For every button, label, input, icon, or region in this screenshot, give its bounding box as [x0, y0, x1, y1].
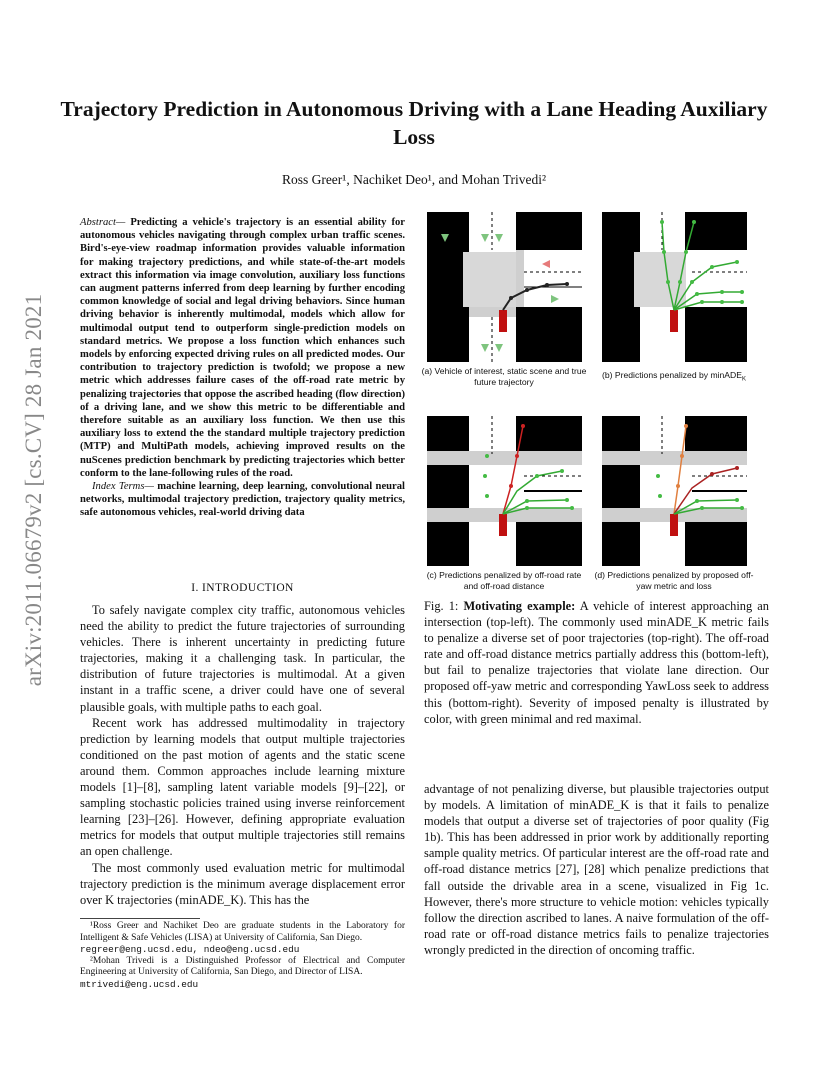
abstract	[80, 216, 405, 520]
footnote-2-email[interactable]: mtrivedi@eng.ucsd.edu	[80, 978, 199, 990]
figure-caption-bold: Motivating example:	[463, 599, 576, 613]
panel-c	[427, 416, 582, 566]
arxiv-stamp	[14, 290, 54, 690]
figure-1	[421, 212, 769, 592]
panel-a	[427, 212, 582, 362]
figure-caption	[424, 598, 769, 727]
panel-d-image	[602, 416, 747, 566]
index-terms-label: Index Terms—	[92, 481, 154, 493]
panel-d	[602, 416, 757, 566]
panel-c-image	[427, 416, 582, 566]
intro-body	[80, 602, 405, 908]
footnote-2: ²Mohan Trivedi is a Distinguished Professor of Electrical and Computer Engineering at University of California, San Diego, and Director of LISA.	[80, 955, 405, 978]
panel-b	[602, 212, 757, 362]
column2-body: advantage of not penalizing diverse, but plausible trajectories output by models. A limitation of minADE_K is that it fails to penalize models that output a diverse set of trajectories of poor quality (Fig 1b). This has been addressed in prior work by additionally reporting sample quality metrics. Of particular interest are the off-road rate and off-road distance metrics [27], [28] which penalize predictions that fall outside the drivable area in a scene, visualized in Fig 1c. However, there's more structure to vehicle motion: vehicles typically follow the direction ascribed to lanes. A naive formulation of the off-road rate or off-road distance metrics fails to penalize trajectories wrongly predicted in the direction of oncoming traffic.	[424, 782, 769, 957]
caption-a: (a) Vehicle of interest, static scene and true future trajectory	[421, 366, 587, 387]
arxiv-stamp-text: arXiv:2011.06679v2 [cs.CV] 28 Jan 2021	[21, 293, 46, 687]
caption-b-subscript: K	[741, 376, 746, 383]
panel-b-image	[602, 212, 747, 362]
intro-paragraph-2: Recent work has addressed multimodality in trajectory prediction by learning models that output multiple trajectories conditioned on the past motion of agents and the static scene around them. Common approaches include learning mixture models [1]–[8], sampling latent variable models [9]–[22], or sampling stochastic policies trained using inverse reinforcement learning [23]–[26]. However, defining appropriate evaluation metrics for models that output multiple trajectories still remains an open challenge.	[80, 715, 405, 859]
figure-caption-label: Fig. 1:	[424, 599, 464, 613]
index-terms-text: machine learning, deep learning, convolutional neural networks, multimodal trajectory prediction, trajectory quality metrics, safe autonomous vehicles, real-world driving data	[80, 481, 405, 519]
intro-paragraph-3: The most commonly used evaluation metric for multimodal trajectory prediction is the minimum average displacement error over K trajectories (minADE_K). This has the	[80, 860, 405, 907]
section-heading: I. INTRODUCTION	[191, 582, 294, 594]
intro-paragraph-1: To safely navigate complex city traffic, autonomous vehicles need the ability to predict the future trajectories of surrounding vehicles. There is inherent uncertainty in predicting future trajectories, making it a challenging task. In particular, the distribution of future trajectories is multimodal. At a given instant in a traffic scene, a driver could have one of several plausible goals, with multiple paths to each goal.	[80, 603, 405, 714]
abstract-text: Predicting a vehicle's trajectory is an essential ability for autonomous vehicles navigating through complex urban traffic scenes. Bird's-eye-view roadmap information provides valuable information for making trajectory predictions, and while state-of-the-art models extract this information via image convolution, auxiliary loss functions can augment patterns inferred from deep learning by further encoding common knowledge of social and legal driving behaviors. Since human driving behavior is inherently multimodal, models which allow for multimodal output tend to outperform single-prediction models on standard metrics. We propose a loss function which enhances such models by enforcing expected driving rules on all predicted modes. Our contribution to trajectory prediction is twofold; we propose a new metric which addresses failure cases of the off-road rate metric by penalizing trajectories that oppose the ascribed heading (flow direction) of a driving lane, and we show this metric to be differentiable and therefore suitable as an auxiliary loss function. We then use this auxiliary loss to extend the the standard multiple trajectory prediction (MTP) and MultiPath models, achieving improved results on the nuScenes prediction benchmark by predicting trajectories which better conform to the lane-following rules of the road.	[80, 217, 405, 479]
figure-caption-text: A vehicle of interest approaching an intersection (top-left). The commonly used minADE_K metric fails to penalize a diverse set of poor trajectories (top-right). The off-road rate and off-road distance metrics partially address this (bottom-left), but fail to penalize trajectories that violate lane direction. Our proposed off-yaw metric and corresponding YawLoss seek to address this (bottom-right). Severity of imposed penalty is illustrated by color, with green minimal and red maximal.	[424, 599, 769, 726]
footnote-1-email[interactable]: regreer@eng.ucsd.edu, ndeo@eng.ucsd.edu	[80, 944, 300, 956]
paper-title: Trajectory Prediction in Autonomous Driving with a Lane Heading Auxiliary Loss	[60, 97, 768, 149]
footnotes	[80, 918, 405, 991]
caption-c: (c) Predictions penalized by off-road rate and off-road distance	[426, 570, 582, 591]
caption-b	[589, 370, 759, 381]
abstract-label: Abstract—	[80, 217, 126, 228]
caption-d: (d) Predictions penalized by proposed off-yaw metric and loss	[594, 570, 754, 591]
footnote-1: ¹Ross Greer and Nachiket Deo are graduate students in the Laboratory for Intelligent & Safe Vehicles (LISA) at University of California, San Diego.	[80, 921, 405, 943]
panel-a-image	[427, 212, 582, 362]
paper-authors: Ross Greer¹, Nachiket Deo¹, and Mohan Trivedi²	[281, 172, 547, 187]
footnote-rule	[80, 918, 200, 919]
caption-b-text: (b) Predictions penalized by minADE	[602, 370, 742, 380]
